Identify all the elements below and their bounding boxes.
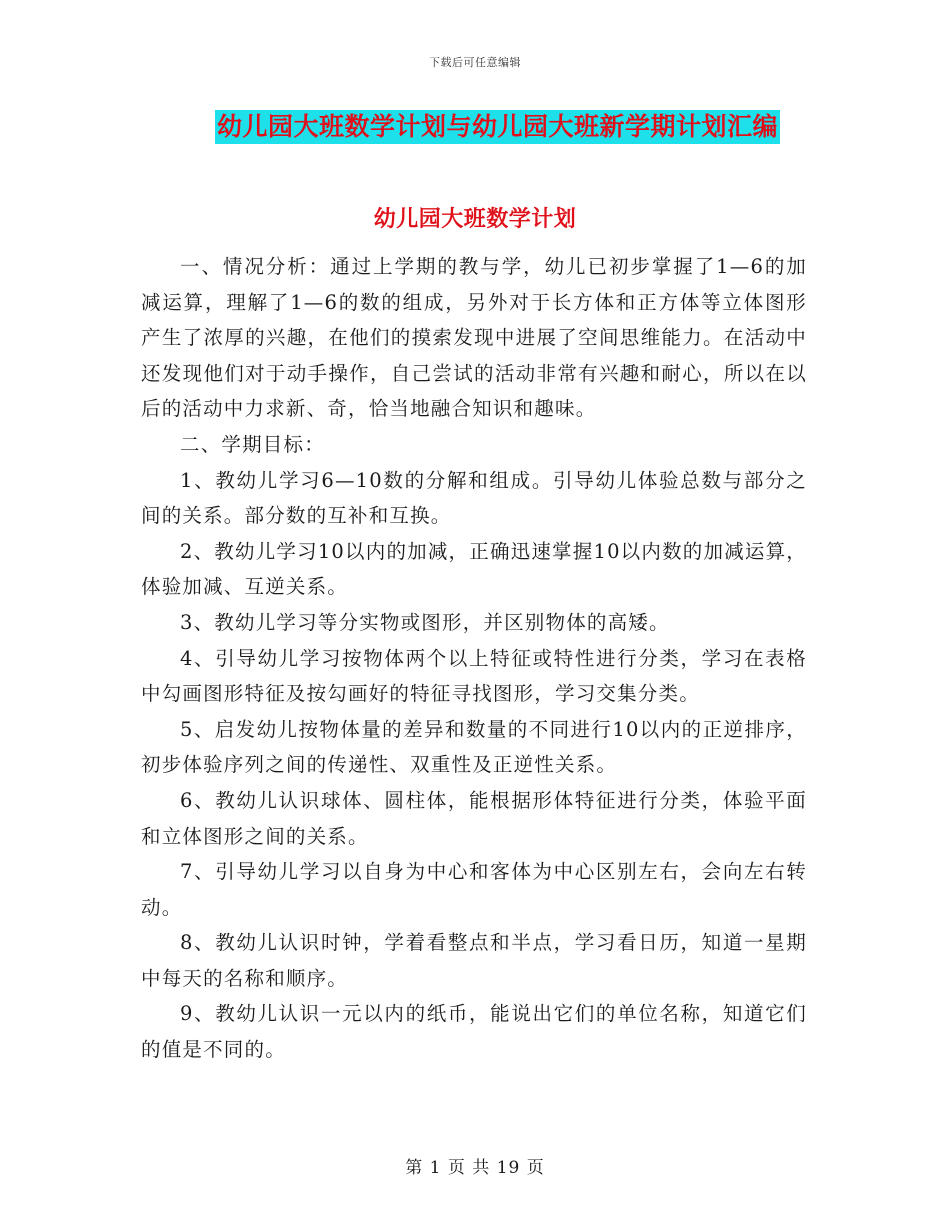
- main-title-container: [0, 110, 950, 144]
- page-header-note: 下载后可任意编辑: [429, 56, 521, 69]
- goal-item-9: 9、教幼儿认识一元以内的纸币，能说出它们的单位名称，知道它们的值是不同的。: [141, 1002, 807, 1062]
- goal-item-5: 5、启发幼儿按物体量的差异和数量的不同进行10以内的正逆排序，初步体验序列之间的传递性、双重性及正逆性关系。: [141, 717, 807, 777]
- goal-item-3: 3、教幼儿学习等分实物或图形，并区别物体的高矮。: [180, 610, 670, 634]
- goal-item-1: 1、教幼儿学习6—10数的分解和组成。引导幼儿体验总数与部分之间的关系。部分数的互补和互换。: [141, 468, 807, 528]
- page-number-footer: 第 1 页 共 19 页: [405, 1158, 545, 1178]
- goal-item-8: 8、教幼儿认识时钟，学着看整点和半点，学习看日历，知道一星期中每天的名称和顺序。: [141, 931, 807, 990]
- goal-item-4: 4、引导幼儿学习按物体两个以上特征或特性进行分类，学习在表格中勾画图形特征及按勾画好的特征寻找图形，学习交集分类。: [141, 646, 807, 706]
- section-title: 幼儿园大班数学计划: [373, 206, 577, 232]
- document-main-title: 幼儿园大班数学计划与幼儿园大班新学期计划汇编: [215, 110, 780, 144]
- document-body: [141, 249, 807, 1068]
- paragraph-semester-goals-heading: 二、学期目标：: [180, 432, 325, 456]
- goal-item-7: 7、引导幼儿学习以自身为中心和客体为中心区别左右，会向左右转动。: [141, 860, 807, 919]
- goal-item-2: 2、教幼儿学习10以内的加减，正确迅速掌握10以内数的加减运算，体验加减、互逆关系。: [141, 539, 807, 599]
- paragraph-situation-analysis: 一、情况分析：通过上学期的教与学，幼儿已初步掌握了1—6的加减运算，理解了1—6的数的组成，另外对于长方体和正方体等立体图形产生了浓厚的兴趣，在他们的摸索发现中进展了空间思维能力。在活动中还发现他们对于动手操作，自己尝试的活动非常有兴趣和耐心，所以在以后的活动中力求新、奇，恰当地融合知识和趣味。: [141, 255, 807, 421]
- goal-item-6: 6、教幼儿认识球体、圆柱体，能根据形体特征进行分类，体验平面和立体图形之间的关系。: [141, 788, 807, 848]
